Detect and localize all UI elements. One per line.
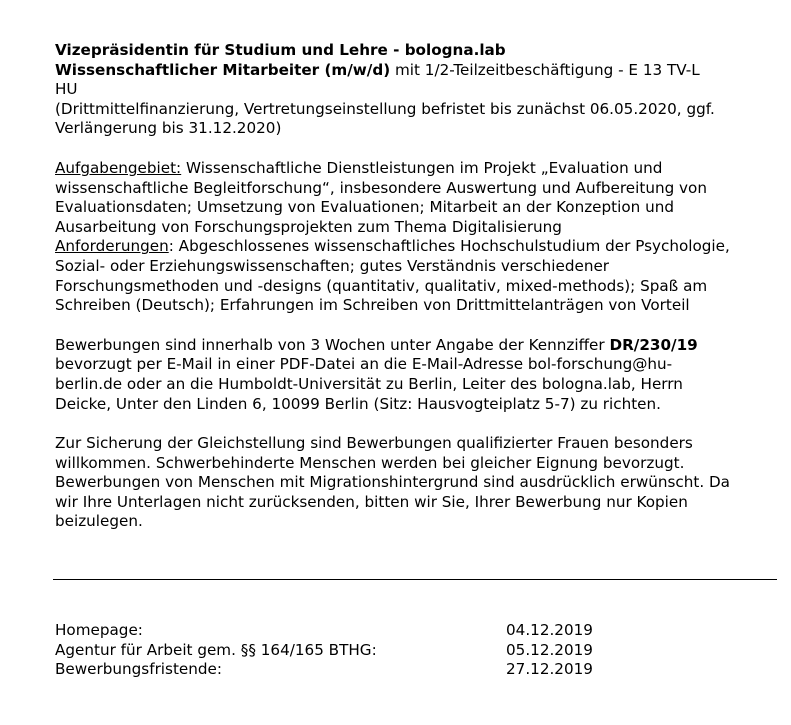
tasks-text: Wissenschaftliche Dienstleistungen im Projekt „Evaluation und <box>181 158 663 177</box>
department-heading: Vizepräsidentin für Studium und Lehre - bologna.lab <box>55 41 506 59</box>
application-line: berlin.de oder an die Humboldt-Universität zu Berlin, Leiter des bologna.lab, Herrn <box>55 374 683 393</box>
requirements-line: Sozial- oder Erziehungswissenschaften; gutes Verständnis verschiedener <box>55 256 610 275</box>
date-label: Bewerbungsfristende: <box>55 660 222 679</box>
equality-line: willkommen. Schwerbehinderte Menschen werden bei gleicher Eignung bevorzugt. <box>55 453 685 472</box>
reference-code: DR/230/19 <box>609 335 698 354</box>
position-title-bold: Wissenschaftlicher Mitarbeiter (m/w/d) <box>55 60 391 79</box>
application-line: bevorzugt per E-Mail in einer PDF-Datei an die E-Mail-Adresse bol-forschung@hu- <box>55 355 673 374</box>
tasks-label: Aufgabengebiet: <box>55 158 182 177</box>
requirements-line <box>55 237 770 257</box>
date-label: Homepage: <box>55 621 143 639</box>
funding-note-line: (Drittmittelfinanzierung, Vertretungseinstellung befristet bis zunächst 06.05.2020, ggf. <box>55 99 715 118</box>
equality-line: Zur Sicherung der Gleichstellung sind Bewerbungen qualifizierter Frauen besonders <box>55 434 693 453</box>
position-title-rest: mit 1/2-Teilzeitbeschäftigung - E 13 TV-L <box>390 60 700 79</box>
divider <box>53 579 777 580</box>
application-line: Deicke, Unter den Linden 6, 10099 Berlin (Sitz: Hausvogteiplatz 5-7) zu richten. <box>55 394 661 413</box>
date-row <box>55 660 755 680</box>
application-line <box>55 336 770 356</box>
equality-line: beizulegen. <box>55 512 143 531</box>
equality-line: wir Ihre Unterlagen nicht zurücksenden, bitten wir Sie, Ihrer Bewerbung nur Kopien <box>55 492 688 511</box>
publication-dates <box>55 621 755 680</box>
date-value: 27.12.2019 <box>506 660 593 679</box>
tasks-line: Ausarbeitung von Forschungsprojekten zum Thema Digitalisierung <box>55 217 562 236</box>
date-row <box>55 641 755 661</box>
tasks-line: wissenschaftliche Begleitforschung“, insbesondere Auswertung und Aufbereitung von <box>55 178 707 197</box>
requirements-line: Schreiben (Deutsch); Erfahrungen im Schreiben von Drittmittelanträgen von Vorteil <box>55 296 690 315</box>
equality-line: Bewerbungen von Menschen mit Migrationshintergrund sind ausdrücklich erwünscht. Da <box>55 473 730 492</box>
application-text: Bewerbungen sind innerhalb von 3 Wochen unter Angabe der Kennziffer <box>55 335 610 354</box>
date-label: Agentur für Arbeit gem. §§ 164/165 BTHG: <box>55 640 377 659</box>
tasks-line: Evaluationsdaten; Umsetzung von Evaluationen; Mitarbeit an der Konzeption und <box>55 198 674 217</box>
requirements-line: Forschungsmethoden und -designs (quantitativ, qualitativ, mixed-methods); Spaß am <box>55 276 708 295</box>
posting-body <box>55 41 770 532</box>
tasks-line <box>55 159 770 179</box>
date-value: 04.12.2019 <box>506 621 593 639</box>
requirements-text: : Abgeschlossenes wissenschaftliches Hochschulstudium der Psychologie, <box>168 237 730 256</box>
requirements-label: Anforderungen <box>55 237 169 256</box>
funding-note-line: Verlängerung bis 31.12.2020) <box>55 119 282 138</box>
date-value: 05.12.2019 <box>506 640 593 659</box>
position-title-continuation: HU <box>55 80 78 99</box>
position-title <box>55 61 770 81</box>
date-row <box>55 621 755 641</box>
